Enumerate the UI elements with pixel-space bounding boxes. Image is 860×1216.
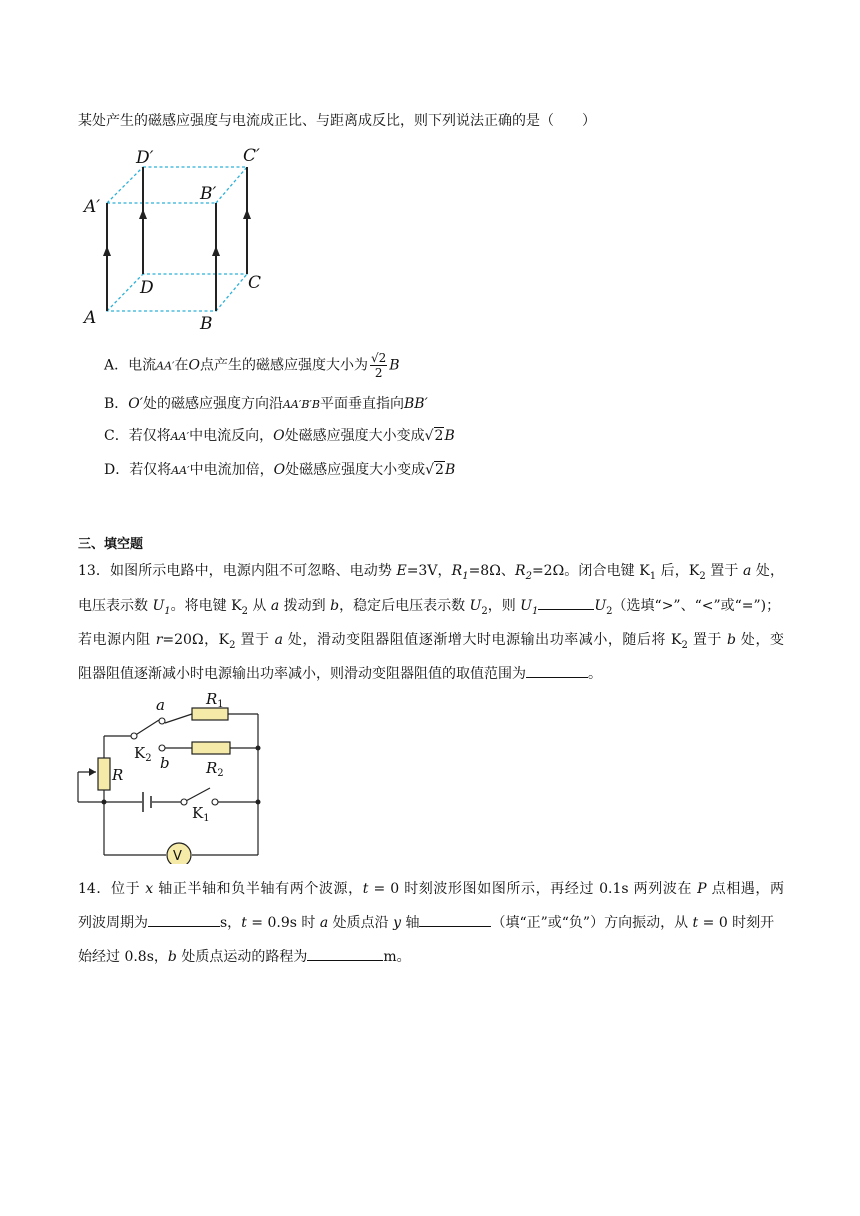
q12-stem: 某处产生的磁感应强度与电流成正比、与距离成反比，则下列说法正确的是（ ） bbox=[78, 113, 596, 129]
sqrt-symbol: √2 bbox=[424, 428, 444, 444]
q14-line1: 14．位于 x 轴正半轴和负半轴有两个波源，t = 0 时刻波形图如图所示，再经过 0.1s 两列波在 P 点相遇，两 bbox=[78, 881, 785, 897]
label-D1: D′ bbox=[136, 148, 154, 168]
q13-line4: 阻器阻值逐渐减小时电源输出功率减小，则滑动变阻器阻值的取值范围为 。 bbox=[78, 660, 784, 688]
cube-figure bbox=[78, 142, 278, 337]
answer-blank-direction[interactable] bbox=[419, 912, 491, 927]
section-title: 三、填空题 bbox=[78, 537, 144, 552]
label-A: A bbox=[84, 308, 97, 328]
q13-line3: 若电源内阻 r=20Ω，$K_2$ 置于 a 处，滑动变阻器阻值逐渐增大时电源输出功率减小，随后将 $K_2$ 置于 b 处，变 bbox=[78, 632, 785, 651]
q14-line2: 列波周期为 s，t = 0.9s 时 a 处质点沿 y 轴 （填“正”或“负”）方向振动，从 t = 0 时刻开 bbox=[78, 909, 784, 937]
option-a[interactable]: A．电流AA′在O点产生的磁感应强度大小为 $\frac{√2}{2}$ B bbox=[104, 351, 400, 380]
label-C1: C′ bbox=[243, 146, 260, 166]
answer-blank-range[interactable] bbox=[526, 663, 588, 678]
fraction-sqrt2-over-2: $\frac{√2}{2}$ bbox=[371, 351, 387, 380]
answer-blank-period[interactable] bbox=[148, 912, 220, 927]
q14-line3: 始经过 0.8s，b 处质点运动的路程为 m。 bbox=[78, 943, 784, 971]
answer-blank-distance[interactable] bbox=[307, 946, 383, 961]
answer-blank-compare[interactable] bbox=[538, 595, 594, 610]
label-D: D bbox=[140, 278, 154, 298]
terminal-b-label: b bbox=[160, 754, 170, 772]
label-C: C bbox=[248, 273, 262, 293]
sqrt-symbol: √2 bbox=[425, 462, 444, 478]
option-b[interactable]: B．O′处的磁感应强度方向沿AA′B′B平面垂直指向BB′ bbox=[104, 396, 428, 412]
k1-label: $K_1$ bbox=[192, 804, 210, 824]
r2-label: $R_2$ bbox=[206, 759, 224, 779]
option-c[interactable]: C．若仅将AA′中电流反向，O处磁感应强度大小变成√2B bbox=[104, 425, 455, 448]
q13-line1: 13．如图所示电路中，电源内阻不可忽略、电动势 E=3V，$R_1=8\Omega$、$R_2=2\Omega$。闭合电键 $K_1$ 后，$K_2$ 置于 a 处， bbox=[78, 563, 785, 582]
label-B1: B′ bbox=[200, 184, 217, 204]
terminal-a-label: a bbox=[156, 696, 165, 714]
q13-line2: 电压表示数 $U_1$。将电键 $K_2$ 从 a 拨动到 b，稳定后电压表示数 $U_2$，则 $U_1$ $U_2$（选填“>”、“<”或“=”)； bbox=[78, 592, 784, 626]
rheostat-label: R bbox=[112, 766, 124, 784]
label-A1: A′ bbox=[84, 197, 101, 217]
r1-label: $R_1$ bbox=[206, 692, 224, 710]
circuit-figure bbox=[70, 692, 270, 864]
k2-label: $K_2$ bbox=[134, 744, 152, 764]
voltmeter-label: V bbox=[173, 849, 182, 864]
option-d[interactable]: D．若仅将AA′中电流加倍，O处磁感应强度大小变成√2B bbox=[104, 459, 455, 482]
label-B: B bbox=[200, 314, 213, 334]
